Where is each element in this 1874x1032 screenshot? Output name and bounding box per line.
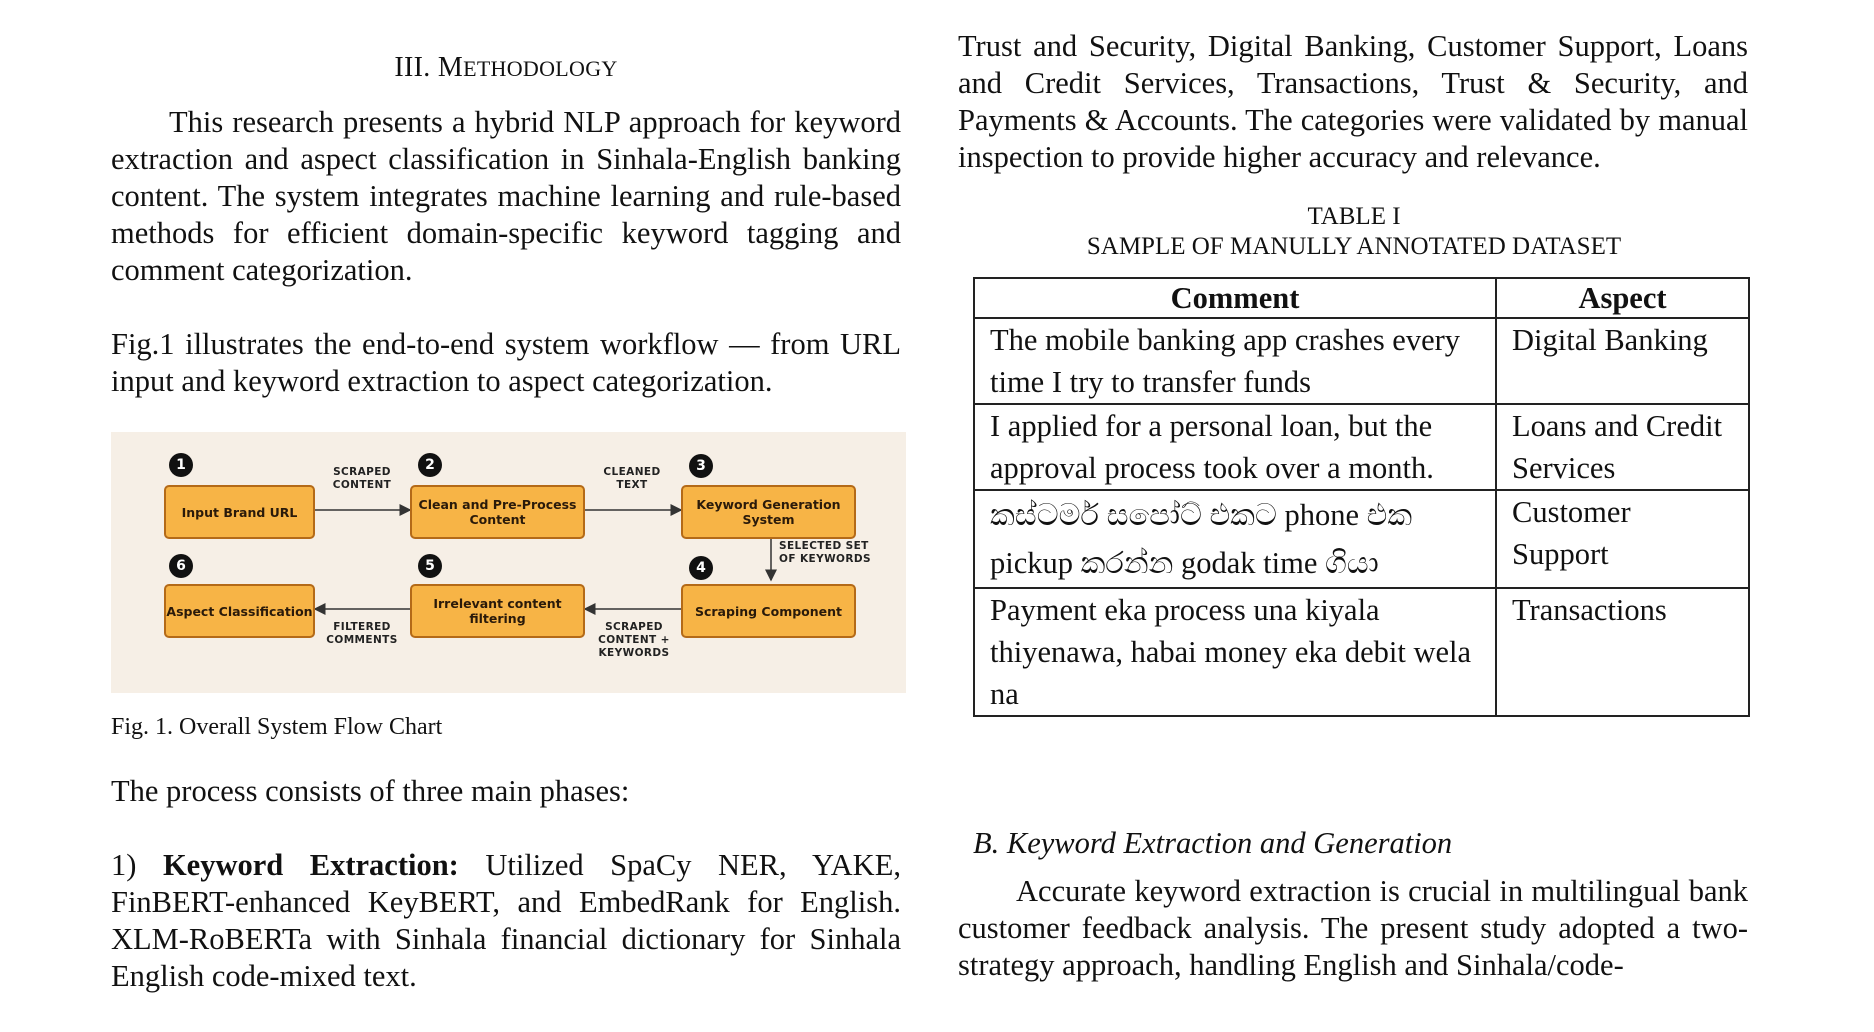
node-scraping-component: Scraping Component <box>681 584 856 638</box>
heading-rest: ETHODOLOGY <box>463 56 618 81</box>
figure-caption: Fig. 1. Overall System Flow Chart <box>111 714 443 740</box>
heading-first-letter: M <box>437 52 464 83</box>
phase-1-paragraph <box>111 847 901 995</box>
node-keyword-generation: Keyword Generation System <box>681 485 856 539</box>
aspect-cell: Loans and Credit Services <box>1496 404 1749 490</box>
table-row <box>974 318 1749 404</box>
node-clean-preprocess: Clean and Pre-Process Content <box>410 485 585 539</box>
step-badge-2: 2 <box>418 453 442 477</box>
phase-1-number: 1) <box>111 848 163 882</box>
subsection-heading: B. Keyword Extraction and Generation <box>973 826 1453 860</box>
intro-paragraph: This research presents a hybrid NLP approach for keyword extraction and aspect classification in Sinhala-English banking content. The system integrates machine learning and rule-based methods for efficient domain-specific keyword tagging and comment categorization. <box>111 105 901 287</box>
aspect-cell: Customer Support <box>1496 490 1749 588</box>
table-label: TABLE I <box>1307 203 1401 230</box>
table-row <box>974 490 1749 588</box>
phase-1-title: Keyword Extraction: <box>162 848 459 882</box>
table-header-row <box>974 278 1749 318</box>
phase-1-text: Utilized SpaCy NER, YAKE, FinBERT-enhanced KeyBERT, and EmbedRank for English. XLM-RoBERTa with Sinhala financial dictionary for Sinhala English code-mixed text. <box>111 848 901 993</box>
annotated-dataset-table <box>973 277 1750 717</box>
comment-cell: The mobile banking app crashes every time I try to transfer funds <box>974 318 1496 404</box>
section-heading <box>111 52 901 84</box>
step-badge-1: 1 <box>169 453 193 477</box>
edge-label-cleaned-text: CLEANED TEXT <box>603 466 661 491</box>
header-aspect: Aspect <box>1496 278 1749 318</box>
table-row <box>974 404 1749 490</box>
node-aspect-classification: Aspect Classification <box>164 584 315 638</box>
edge-label-scraped-keywords: SCRAPED CONTENT + KEYWORDS <box>598 621 670 659</box>
step-badge-6: 6 <box>169 554 193 578</box>
edge-label-filtered-comments: FILTERED COMMENTS <box>326 621 398 646</box>
heading-numeral: III. <box>394 52 438 83</box>
node-irrelevant-filtering: Irrelevant content filtering <box>410 584 585 638</box>
node-input-brand-url: Input Brand URL <box>164 485 315 539</box>
figure-intro-paragraph: Fig.1 illustrates the end-to-end system workflow — from URL input and keyword extraction to aspect categorization. <box>111 327 901 398</box>
comment-cell: I applied for a personal loan, but the approval process took over a month. <box>974 404 1496 490</box>
aspect-cell: Transactions <box>1496 588 1749 716</box>
aspect-cell: Digital Banking <box>1496 318 1749 404</box>
system-flow-chart <box>111 432 906 693</box>
edge-label-selected-keywords: SELECTED SET OF KEYWORDS <box>779 540 871 565</box>
step-badge-3: 3 <box>689 454 713 478</box>
keyword-extraction-paragraph: Accurate keyword extraction is crucial in multilingual bank customer feedback analysis. The present study adopted a two-strategy approach, handling English and Sinhala/code- <box>958 874 1748 982</box>
comment-cell: කස්ටමර් සපෝට් එකට phone එක pickup කරන්න godak time ගියා <box>974 490 1496 588</box>
table-title: SAMPLE OF MANULLY ANNOTATED DATASET <box>1086 233 1622 260</box>
header-comment: Comment <box>974 278 1496 318</box>
step-badge-4: 4 <box>689 556 713 580</box>
phases-intro: The process consists of three main phases: <box>111 774 630 808</box>
table-row <box>974 588 1749 716</box>
comment-cell: Payment eka process una kiyala thiyenawa, habai money eka debit wela na <box>974 588 1496 716</box>
step-badge-5: 5 <box>418 554 442 578</box>
categories-paragraph: Trust and Security, Digital Banking, Customer Support, Loans and Credit Services, Transactions, Trust & Security, and Payments & Accounts. The categories were validated by manual inspection to provide higher accuracy and relevance. <box>958 29 1748 174</box>
edge-label-scraped-content: SCRAPED CONTENT <box>332 466 392 491</box>
